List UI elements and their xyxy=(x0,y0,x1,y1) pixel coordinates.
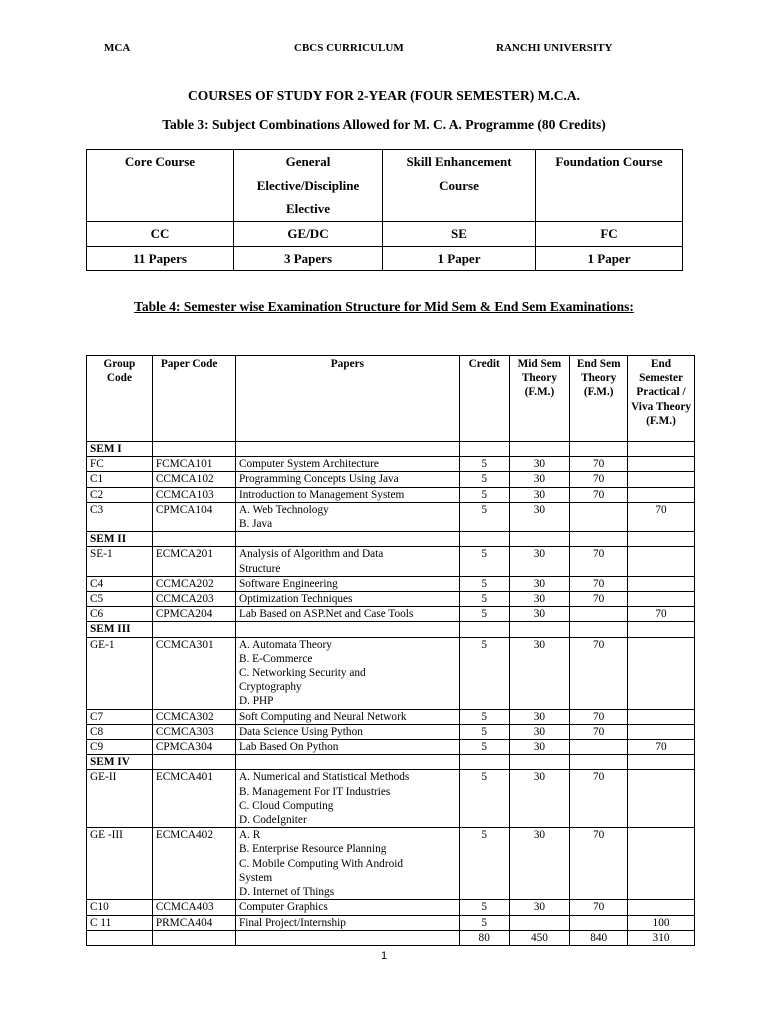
cell-code xyxy=(152,442,235,457)
cell-mid: 30 xyxy=(509,576,570,591)
semester-row xyxy=(87,755,695,770)
cell-code: CCMCA203 xyxy=(152,592,235,607)
cell-end xyxy=(570,740,628,755)
cell-credit xyxy=(459,622,509,637)
cell-end: 70 xyxy=(570,900,628,915)
cell-code: PRMCA404 xyxy=(152,915,235,930)
cell-paper xyxy=(235,442,459,457)
cell-end: 70 xyxy=(570,457,628,472)
cell-code: CCMCA301 xyxy=(152,637,235,709)
t3-papers: 3 Papers xyxy=(234,246,383,271)
cell-end: 70 xyxy=(570,487,628,502)
cell-group: C4 xyxy=(87,576,153,591)
cell-end: 70 xyxy=(570,828,628,900)
cell-mid: 30 xyxy=(509,502,570,531)
cell-code: ECMCA402 xyxy=(152,828,235,900)
cell-paper: A. R B. Enterprise Resource Planning C. Mobile Computing With Android System D. Internet of Things xyxy=(235,828,459,900)
cell-end xyxy=(570,442,628,457)
cell-code: CPMCA304 xyxy=(152,740,235,755)
cell-group: SE-1 xyxy=(87,547,153,576)
cell-prac xyxy=(628,709,695,724)
t3-papers: 1 Paper xyxy=(383,246,536,271)
cell-group: C8 xyxy=(87,724,153,739)
semester-row xyxy=(87,442,695,457)
cell-end: 70 xyxy=(570,592,628,607)
cell-credit: 5 xyxy=(459,637,509,709)
cell-prac xyxy=(628,770,695,828)
cell-mid: 30 xyxy=(509,637,570,709)
cell-credit: 5 xyxy=(459,547,509,576)
t3-header: General Elective/Discipline Elective xyxy=(234,150,383,222)
cell-credit: 5 xyxy=(459,592,509,607)
cell-credit: 5 xyxy=(459,502,509,531)
cell-credit: 5 xyxy=(459,472,509,487)
cell-end: 70 xyxy=(570,576,628,591)
cell-credit: 5 xyxy=(459,724,509,739)
cell-prac xyxy=(628,532,695,547)
subject-combinations-table xyxy=(86,149,683,271)
cell-paper: Lab Based on ASP.Net and Case Tools xyxy=(235,607,459,622)
cell-group: C3 xyxy=(87,502,153,531)
table4-title: Table 4: Semester wise Examination Structure for Mid Sem & End Sem Examinations: xyxy=(134,299,634,314)
cell-credit xyxy=(459,442,509,457)
cell-paper xyxy=(235,622,459,637)
t4-header-practical: End Semester Practical / Viva Theory (F.M.) xyxy=(628,356,695,442)
cell-paper xyxy=(235,755,459,770)
table-row xyxy=(87,740,695,755)
cell-paper xyxy=(235,532,459,547)
t3-code: SE xyxy=(383,222,536,247)
cell-mid: 30 xyxy=(509,457,570,472)
cell-credit: 5 xyxy=(459,900,509,915)
cell-credit: 5 xyxy=(459,457,509,472)
cell-paper: Programming Concepts Using Java xyxy=(235,472,459,487)
cell-prac xyxy=(628,576,695,591)
cell-group: C6 xyxy=(87,607,153,622)
cell-paper: Optimization Techniques xyxy=(235,592,459,607)
cell-code xyxy=(152,532,235,547)
cell-mid: 30 xyxy=(509,709,570,724)
table-row xyxy=(87,900,695,915)
cell-mid: 450 xyxy=(509,930,570,945)
cell-paper xyxy=(235,930,459,945)
table-row xyxy=(87,930,695,945)
cell-end: 70 xyxy=(570,770,628,828)
cell-prac xyxy=(628,592,695,607)
cell-code xyxy=(152,755,235,770)
cell-group: C1 xyxy=(87,472,153,487)
cell-end: 70 xyxy=(570,709,628,724)
cell-credit: 5 xyxy=(459,740,509,755)
t3-code: FC xyxy=(536,222,683,247)
cell-mid: 30 xyxy=(509,828,570,900)
table3-title: Table 3: Subject Combinations Allowed for M. C. A. Programme (80 Credits) xyxy=(162,117,606,132)
table-row xyxy=(87,457,695,472)
cell-prac: 70 xyxy=(628,502,695,531)
cell-credit: 80 xyxy=(459,930,509,945)
cell-mid xyxy=(509,532,570,547)
cell-group: GE-II xyxy=(87,770,153,828)
cell-prac: 310 xyxy=(628,930,695,945)
cell-group xyxy=(87,930,153,945)
cell-code: CPMCA104 xyxy=(152,502,235,531)
cell-group: C10 xyxy=(87,900,153,915)
cell-credit: 5 xyxy=(459,709,509,724)
cell-group: SEM II xyxy=(87,532,153,547)
t3-code: CC xyxy=(87,222,234,247)
cell-end: 70 xyxy=(570,637,628,709)
cell-end: 840 xyxy=(570,930,628,945)
cell-prac: 70 xyxy=(628,740,695,755)
cell-mid xyxy=(509,622,570,637)
cell-code: ECMCA201 xyxy=(152,547,235,576)
cell-paper: Software Engineering xyxy=(235,576,459,591)
cell-group: C 11 xyxy=(87,915,153,930)
table-row xyxy=(87,487,695,502)
table-row xyxy=(87,770,695,828)
table-row xyxy=(87,709,695,724)
cell-paper: Soft Computing and Neural Network xyxy=(235,709,459,724)
cell-end xyxy=(570,607,628,622)
t4-header-mid: Mid Sem Theory (F.M.) xyxy=(509,356,570,442)
table-row xyxy=(87,724,695,739)
cell-end: 70 xyxy=(570,472,628,487)
t4-header-papers: Papers xyxy=(235,356,459,442)
cell-group: GE -III xyxy=(87,828,153,900)
exam-structure-table xyxy=(86,355,695,946)
cell-mid: 30 xyxy=(509,900,570,915)
cell-prac xyxy=(628,487,695,502)
cell-paper: Computer System Architecture xyxy=(235,457,459,472)
table-row xyxy=(87,592,695,607)
cell-prac xyxy=(628,755,695,770)
cell-credit xyxy=(459,532,509,547)
cell-paper: A. Numerical and Statistical Methods B. Management For IT Industries C. Cloud Computing D. CodeIgniter xyxy=(235,770,459,828)
table-row xyxy=(87,502,695,531)
cell-code: CCMCA403 xyxy=(152,900,235,915)
cell-credit xyxy=(459,755,509,770)
cell-paper: Analysis of Algorithm and Data Structure xyxy=(235,547,459,576)
cell-mid: 30 xyxy=(509,472,570,487)
cell-code: CCMCA303 xyxy=(152,724,235,739)
cell-group: SEM III xyxy=(87,622,153,637)
cell-mid: 30 xyxy=(509,607,570,622)
cell-paper: Introduction to Management System xyxy=(235,487,459,502)
cell-prac xyxy=(628,828,695,900)
main-title: COURSES OF STUDY FOR 2-YEAR (FOUR SEMESTER) M.C.A. xyxy=(187,88,581,103)
t3-code: GE/DC xyxy=(234,222,383,247)
cell-code: FCMCA101 xyxy=(152,457,235,472)
cell-end: 70 xyxy=(570,724,628,739)
cell-end xyxy=(570,502,628,531)
cell-end xyxy=(570,622,628,637)
cell-prac: 70 xyxy=(628,607,695,622)
cell-code: CCMCA202 xyxy=(152,576,235,591)
cell-paper: Lab Based On Python xyxy=(235,740,459,755)
cell-prac xyxy=(628,472,695,487)
cell-group: C5 xyxy=(87,592,153,607)
cell-group: GE-1 xyxy=(87,637,153,709)
semester-row xyxy=(87,532,695,547)
table-row xyxy=(87,915,695,930)
table-row xyxy=(87,828,695,900)
t3-papers: 1 Paper xyxy=(536,246,683,271)
cell-prac xyxy=(628,724,695,739)
cell-code xyxy=(152,622,235,637)
cell-end: 70 xyxy=(570,547,628,576)
cell-end xyxy=(570,915,628,930)
cell-mid: 30 xyxy=(509,770,570,828)
cell-mid xyxy=(509,755,570,770)
cell-credit: 5 xyxy=(459,607,509,622)
cell-code: CCMCA102 xyxy=(152,472,235,487)
cell-prac: 100 xyxy=(628,915,695,930)
cell-credit: 5 xyxy=(459,915,509,930)
cell-paper: Computer Graphics xyxy=(235,900,459,915)
t3-header: Foundation Course xyxy=(536,150,683,222)
cell-credit: 5 xyxy=(459,576,509,591)
cell-mid xyxy=(509,915,570,930)
cell-prac xyxy=(628,442,695,457)
cell-group: SEM IV xyxy=(87,755,153,770)
cell-paper: A. Automata Theory B. E-Commerce C. Networking Security and Cryptography D. PHP xyxy=(235,637,459,709)
t3-header: Core Course xyxy=(87,150,234,222)
cell-group: C9 xyxy=(87,740,153,755)
header-center: CBCS CURRICULUM xyxy=(294,42,404,54)
cell-paper: Data Science Using Python xyxy=(235,724,459,739)
cell-mid: 30 xyxy=(509,487,570,502)
table-row xyxy=(87,607,695,622)
t4-header-end: End Sem Theory (F.M.) xyxy=(570,356,628,442)
table-row xyxy=(87,547,695,576)
cell-prac xyxy=(628,457,695,472)
cell-group: FC xyxy=(87,457,153,472)
t3-header: Skill Enhancement Course xyxy=(383,150,536,222)
cell-group: SEM I xyxy=(87,442,153,457)
cell-code xyxy=(152,930,235,945)
cell-code: CPMCA204 xyxy=(152,607,235,622)
cell-mid xyxy=(509,442,570,457)
cell-prac xyxy=(628,547,695,576)
cell-prac xyxy=(628,637,695,709)
cell-paper: A. Web Technology B. Java xyxy=(235,502,459,531)
cell-code: CCMCA103 xyxy=(152,487,235,502)
t4-header-credit: Credit xyxy=(459,356,509,442)
cell-prac xyxy=(628,900,695,915)
cell-mid: 30 xyxy=(509,724,570,739)
t3-papers: 11 Papers xyxy=(87,246,234,271)
cell-code: CCMCA302 xyxy=(152,709,235,724)
table-row xyxy=(87,472,695,487)
cell-group: C7 xyxy=(87,709,153,724)
table-row xyxy=(87,576,695,591)
page-number: 1 xyxy=(380,950,388,962)
cell-mid: 30 xyxy=(509,547,570,576)
cell-mid: 30 xyxy=(509,740,570,755)
table-row xyxy=(87,637,695,709)
cell-credit: 5 xyxy=(459,828,509,900)
t4-header-group: Group Code xyxy=(87,356,153,442)
cell-group: C2 xyxy=(87,487,153,502)
cell-credit: 5 xyxy=(459,487,509,502)
header-right: RANCHI UNIVERSITY xyxy=(496,42,613,54)
semester-row xyxy=(87,622,695,637)
cell-mid: 30 xyxy=(509,592,570,607)
cell-paper: Final Project/Internship xyxy=(235,915,459,930)
cell-code: ECMCA401 xyxy=(152,770,235,828)
header-left: MCA xyxy=(104,42,131,54)
cell-prac xyxy=(628,622,695,637)
t4-header-code: Paper Code xyxy=(152,356,235,442)
cell-credit: 5 xyxy=(459,770,509,828)
cell-end xyxy=(570,532,628,547)
cell-end xyxy=(570,755,628,770)
